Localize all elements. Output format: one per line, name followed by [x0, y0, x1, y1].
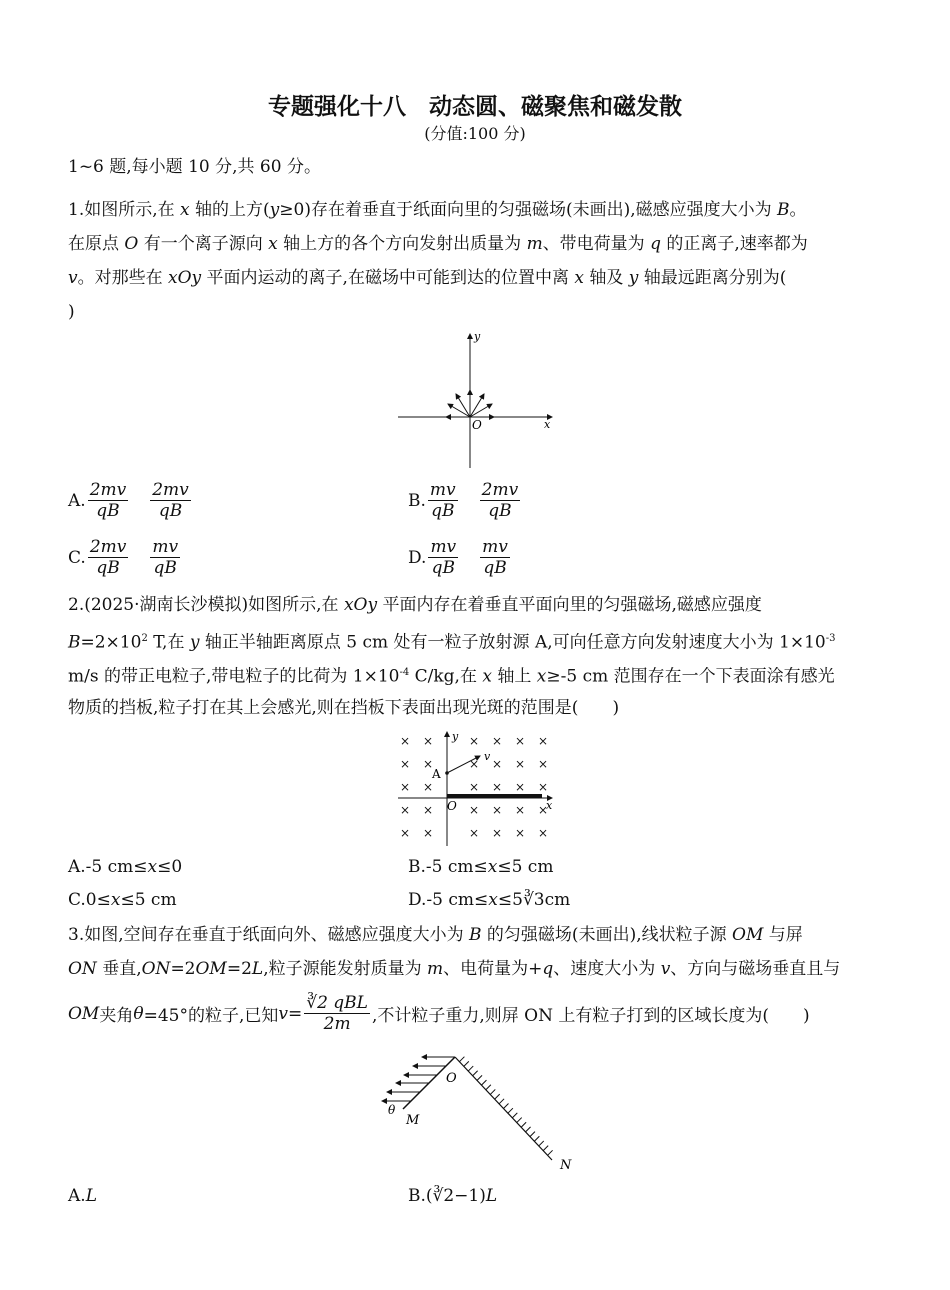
- hatch-mark: [530, 1132, 535, 1137]
- q1-option-a[interactable]: A. $\frac{2mv}{qB}$ $\frac{2mv}{qB}$: [68, 480, 189, 521]
- q1-line-1: 1.如图所示,在 x 轴的上方(y≥0)存在着垂直于纸面向里的匀强磁场(未画出),磁感应强度大小为 B。: [68, 200, 807, 220]
- field-cross: ×: [400, 803, 411, 817]
- field-cross: ×: [469, 734, 480, 748]
- hatch-mark: [481, 1080, 486, 1085]
- q2-fig-velocity-label: v: [484, 750, 491, 763]
- hatch-mark: [486, 1085, 491, 1090]
- q3-line-3: OM 夹角 θ =45°的粒子,已知 v = $\frac{\text{∛2 qBL}}{2m}$ ,不计粒子重力,则屏 ON 上有粒子打到的区域长度为( ): [68, 993, 810, 1034]
- field-cross: ×: [538, 803, 549, 817]
- score-note: (分值:100 分): [424, 124, 526, 143]
- q2-option-a[interactable]: A.-5 cm≤ x ≤0: [68, 857, 183, 877]
- hatch-mark: [473, 1071, 478, 1076]
- q1-option-b[interactable]: B. $\frac{mv}{qB}$ $\frac{2mv}{qB}$: [408, 480, 519, 521]
- q2-option-d[interactable]: D.-5 cm≤ x ≤5 ∛3 cm: [408, 890, 571, 910]
- hatch-mark: [521, 1122, 526, 1127]
- field-cross: ×: [400, 780, 411, 794]
- q3-line-2: ON 垂直,ON=2OM=2L,粒子源能发射质量为 m、电荷量为+q、速度大小为 v、方向与磁场垂直且与: [68, 959, 841, 979]
- field-cross: ×: [538, 780, 549, 794]
- hatch-mark: [526, 1127, 531, 1132]
- field-cross: ×: [469, 826, 480, 840]
- field-cross: ×: [492, 757, 503, 771]
- q1-fig-origin-label: O: [472, 418, 482, 432]
- q1-fig-y-label: y: [474, 330, 481, 343]
- q3-option-b[interactable]: B.( ∛2−1 ) L: [408, 1186, 498, 1206]
- field-cross: ×: [492, 803, 503, 817]
- q1-line-4: ): [68, 302, 75, 322]
- hatch-mark: [539, 1141, 544, 1146]
- field-cross: ×: [469, 780, 480, 794]
- hatch-mark: [508, 1108, 513, 1113]
- field-cross: ×: [400, 757, 411, 771]
- q2-line-4: 物质的挡板,粒子打在其上会感光,则在挡板下表面出现光斑的范围是( ): [68, 698, 620, 718]
- hatch-mark: [548, 1150, 553, 1155]
- hatch-mark: [464, 1061, 469, 1066]
- field-cross: ×: [469, 803, 480, 817]
- field-cross: ×: [423, 757, 434, 771]
- hatch-mark: [468, 1066, 473, 1071]
- field-cross: ×: [538, 826, 549, 840]
- hatch-mark: [504, 1104, 509, 1109]
- field-cross: ×: [515, 803, 526, 817]
- field-cross: ×: [515, 757, 526, 771]
- field-cross: ×: [538, 757, 549, 771]
- hatch-mark: [534, 1136, 539, 1141]
- field-cross: ×: [538, 734, 549, 748]
- field-cross: ×: [423, 780, 434, 794]
- q3-option-a[interactable]: A. L: [68, 1186, 97, 1206]
- q3-fig-o-label: O: [446, 1071, 457, 1086]
- field-cross: ×: [423, 826, 434, 840]
- q2-line-1: 2.(2025·湖南长沙模拟)如图所示,在 xOy 平面内存在着垂直平面向里的匀强磁场,磁感应强度: [68, 595, 762, 615]
- field-cross: ×: [400, 826, 411, 840]
- q2-line-3: m/s 的带正电粒子,带电粒子的比荷为 $1\times 10^{-4}$ C/kg,在 x 轴上 x≥-5 cm 范围存在一个下表面涂有感光: [68, 666, 835, 687]
- q3-screen-hatching: [459, 1057, 552, 1156]
- q2-fig-origin-label: O: [447, 799, 457, 813]
- q1-line-3: v。对那些在 xOy 平面内运动的离子,在磁场中可能到达的位置中离 x 轴及 y 轴最远距离分别为(: [68, 268, 787, 288]
- q2-option-c[interactable]: C.0≤ x ≤5 cm: [68, 890, 177, 910]
- field-cross: ×: [423, 734, 434, 748]
- q2-option-b[interactable]: B.-5 cm≤ x ≤5 cm: [408, 857, 554, 877]
- hatch-mark: [512, 1113, 517, 1118]
- hatch-mark: [517, 1118, 522, 1123]
- q2-fig-y-label: y: [452, 730, 459, 743]
- q2-line-2: $B=2\times 10^2$ T,在 y 轴正半轴距离原点 5 cm 处有一粒子放射源 A,可向任意方向发射速度大小为 $1\times 10^{-3}$: [68, 632, 836, 653]
- q3-line-1: 3.如图,空间存在垂直于纸面向外、磁感应强度大小为 B 的匀强磁场(未画出),线状粒子源 OM 与屏: [68, 925, 803, 945]
- q2-fig-x-label: x: [546, 799, 553, 812]
- field-cross: ×: [515, 780, 526, 794]
- q3-fig-m-label: M: [406, 1113, 420, 1128]
- field-cross: ×: [400, 734, 411, 748]
- field-cross: ×: [492, 780, 503, 794]
- hatch-mark: [490, 1089, 495, 1094]
- field-cross: ×: [492, 826, 503, 840]
- field-cross: ×: [515, 826, 526, 840]
- q3-fig-n-label: N: [560, 1158, 572, 1173]
- q1-fig-x-label: x: [544, 418, 551, 431]
- q1-option-c[interactable]: C. $\frac{2mv}{qB}$ $\frac{mv}{qB}$: [68, 537, 179, 578]
- field-cross: ×: [423, 803, 434, 817]
- q1-line-2: 在原点 O 有一个离子源向 x 轴上方的各个方向发射出质量为 m、带电荷量为 q 的正离子,速率都为: [68, 234, 808, 254]
- q1-option-d[interactable]: D. $\frac{mv}{qB}$ $\frac{mv}{qB}$: [408, 537, 508, 578]
- q2-figure: [392, 728, 562, 850]
- field-cross: ×: [469, 757, 480, 771]
- hatch-mark: [543, 1146, 548, 1151]
- field-cross: ×: [515, 734, 526, 748]
- field-cross: ×: [492, 734, 503, 748]
- hatch-mark: [495, 1094, 500, 1099]
- hatch-mark: [477, 1075, 482, 1080]
- q2-fig-source-label: A: [432, 767, 441, 781]
- q2-field-crosses: [400, 734, 548, 840]
- hatch-mark: [459, 1057, 464, 1062]
- q3-fig-theta-label: θ: [388, 1103, 396, 1117]
- instructions: 1~6 题,每小题 10 分,共 60 分。: [68, 157, 321, 177]
- hatch-mark: [499, 1099, 504, 1104]
- q3-figure: [380, 1052, 610, 1177]
- page-title: 专题强化十八 动态圆、磁聚焦和磁发散: [268, 94, 682, 120]
- q1-figure: [390, 328, 560, 473]
